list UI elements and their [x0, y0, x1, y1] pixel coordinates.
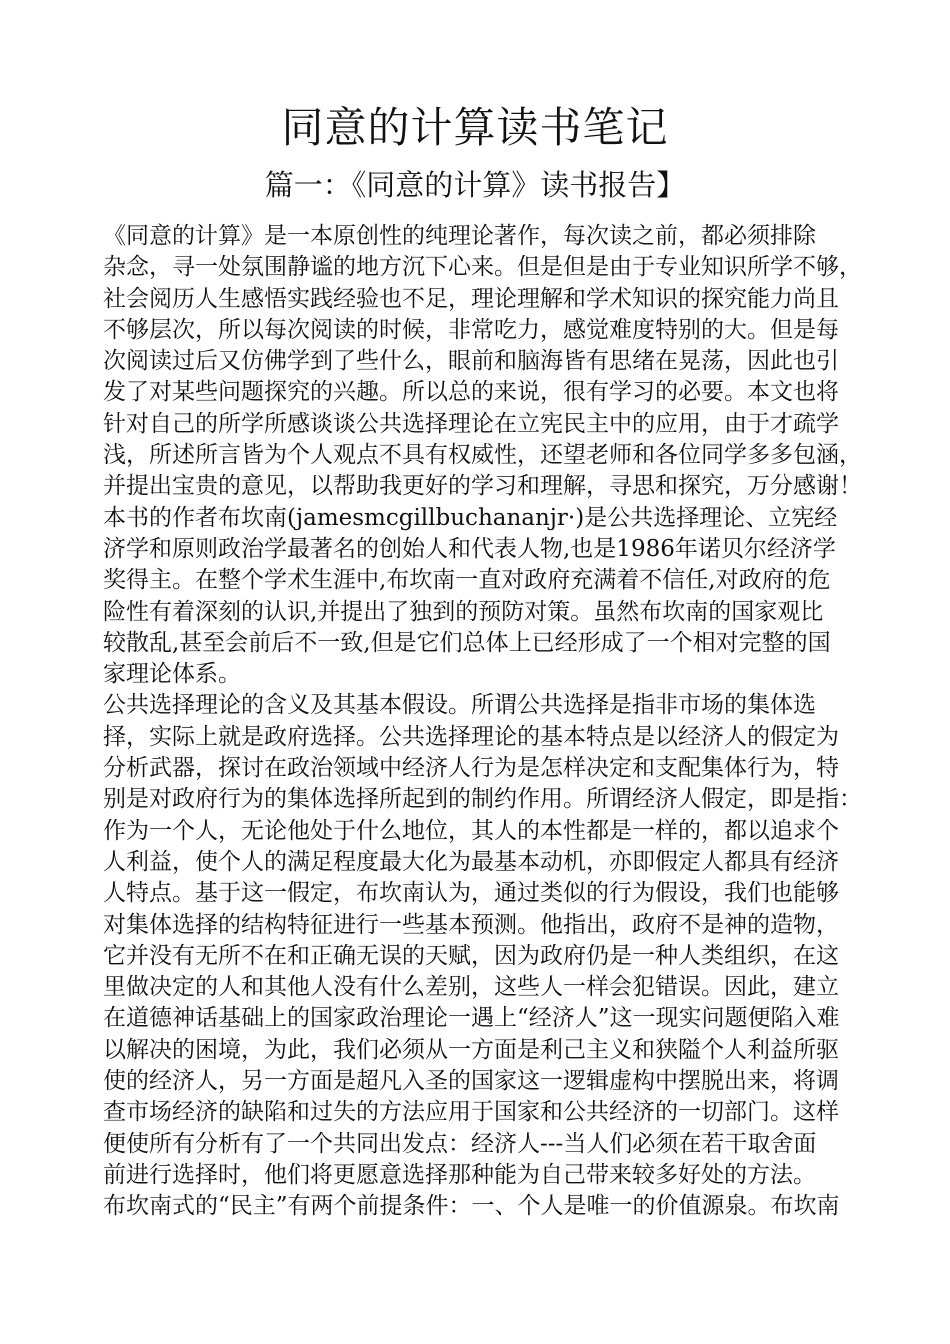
- text-line: 杂念，寻一处氛围静谧的地方沉下心来。但是但是由于专业知识所学不够，: [103, 254, 862, 281]
- text-line: 本书的作者布坎南(jamesmcgillbuchananjr·)是公共选择理论、立宪经: [103, 504, 838, 531]
- text-line: 查市场经济的缺陷和过失的方法应用于国家和公共经济的一切部门。这样: [103, 1099, 839, 1126]
- text-line: 里做决定的人和其他人没有什么差别，这些人一样会犯错误。因此，建立: [103, 974, 839, 1001]
- text-line: 作为一个人，无论他处于什么地位，其人的本性都是一样的，都以追求个: [103, 817, 839, 844]
- body-text: [103, 221, 878, 1223]
- text-line: 对集体选择的结构特征进行一些基本预测。他指出，政府不是神的造物，: [103, 911, 839, 938]
- text-line: 它并没有无所不在和正确无误的天赋，因为政府仍是一种人类组织，在这: [103, 942, 839, 969]
- text-line: 《同意的计算》是一本原创性的纯理论著作，每次读之前，都必须排除: [103, 223, 816, 249]
- text-line: 针对自己的所学所感谈谈公共选择理论在立宪民主中的应用，由于才疏学: [103, 410, 839, 437]
- text-line: 发了对某些问题探究的兴趣。所以总的来说，很有学习的必要。本文也将: [103, 379, 839, 406]
- text-line: 浅，所述所言皆为个人观点不具有权威性，还望老师和各位同学多多包涵，: [103, 442, 862, 469]
- text-line: 险性有着深刻的认识,并提出了独到的预防对策。虽然布坎南的国家观比: [103, 598, 824, 625]
- text-line: 布坎南式的“民主”有两个前提条件：一、个人是唯一的价值源泉。布坎南: [103, 1193, 840, 1220]
- text-line: 使的经济人，另一方面是超凡入圣的国家这一逻辑虚构中摆脱出来，将调: [103, 1068, 839, 1095]
- text-line: 奖得主。在整个学术生涯中,布坎南一直对政府充满着不信任,对政府的危: [103, 567, 831, 594]
- text-line: 家理论体系。: [103, 661, 241, 688]
- document-subtitle: 篇一：《同意的计算》读书报告】: [264, 168, 686, 202]
- text-line: 分析武器，探讨在政治领域中经济人行为是怎样决定和支配集体行为，特: [103, 755, 839, 782]
- text-line: 人特点。基于这一假定，布坎南认为，通过类似的行为假设，我们也能够: [103, 880, 839, 907]
- text-line: 并提出宝贵的意见，以帮助我更好的学习和理解，寻思和探究，万分感谢！: [103, 473, 862, 500]
- text-line: 济学和原则政治学最著名的创始人和代表人物,也是1986年诺贝尔经济学: [103, 535, 836, 562]
- text-line: 以解决的困境，为此，我们必须从一方面是利己主义和狭隘个人利益所驱: [103, 1036, 839, 1063]
- text-line: 社会阅历人生感悟实践经验也不足，理论理解和学术知识的探究能力尚且: [103, 285, 839, 312]
- text-line: 公共选择理论的含义及其基本假设。所谓公共选择是指非市场的集体选: [103, 692, 816, 719]
- document-title: 同意的计算读书笔记: [281, 103, 669, 152]
- text-line: 前进行选择时，他们将更愿意选择那种能为自己带来较多好处的方法。: [103, 1161, 816, 1188]
- text-line: 较散乱,甚至会前后不一致,但是它们总体上已经形成了一个相对完整的国: [103, 629, 831, 656]
- text-line: 别是对政府行为的集体选择所起到的制约作用。所谓经济人假定，即是指：: [103, 786, 862, 813]
- text-line: 不够层次，所以每次阅读的时候，非常吃力，感觉难度特别的大。但是每: [103, 316, 839, 343]
- text-line: 次阅读过后又仿佛学到了些什么，眼前和脑海皆有思绪在晃荡，因此也引: [103, 348, 839, 375]
- text-line: 人利益，使个人的满足程度最大化为最基本动机，亦即假定人都具有经济: [103, 848, 839, 875]
- text-line: 便使所有分析有了一个共同出发点：经济人---当人们必须在若干取舍面: [103, 1130, 817, 1157]
- text-line: 在道德神话基础上的国家政治理论一遇上“经济人”这一现实问题便陷入难: [103, 1005, 840, 1032]
- text-line: 择，实际上就是政府选择。公共选择理论的基本特点是以经济人的假定为: [103, 723, 839, 750]
